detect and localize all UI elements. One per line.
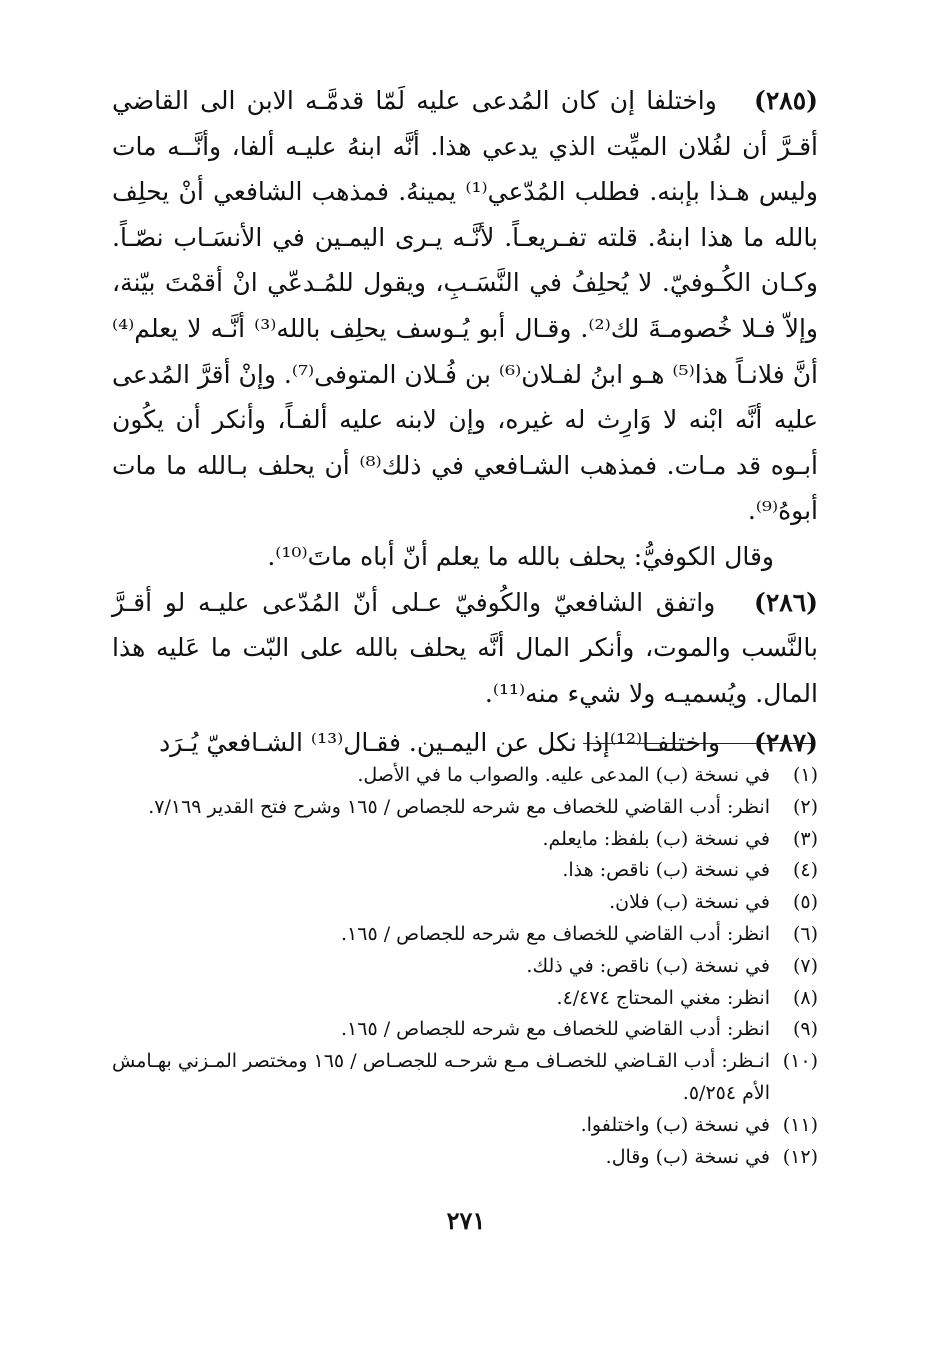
footnote-number: (٧) bbox=[792, 954, 818, 977]
footnote-text: انظر: مغني المحتاج ٤/٤٧٤. bbox=[556, 986, 770, 1009]
footnote-text: انظر: أدب القاضي للخصاف مع شرحه للجصاص / ١٦٥. bbox=[340, 1018, 770, 1041]
footnote-number: (١) bbox=[792, 764, 818, 786]
footnote-item bbox=[112, 824, 818, 856]
footnote-item bbox=[112, 1014, 818, 1046]
footnote-item bbox=[112, 1142, 818, 1174]
footnote-item bbox=[112, 760, 818, 792]
paragraph-286 bbox=[112, 580, 818, 717]
footnote-item bbox=[112, 951, 818, 983]
footnote-number: (٩) bbox=[792, 1018, 818, 1041]
footnote-item bbox=[112, 792, 818, 824]
footnote-text: في نسخة (ب) ناقص: في ذلك. bbox=[526, 954, 770, 977]
paragraph-text: واختلفا إن كان المُدعى عليه لَمّا قدمَّـه الابن الى القاضي أقـرَّ أن لفُلان الميِّت الذي يدعي هذا. أنَّه ابنهُ عليـه ألفا، وأنَّــه مات وليس هـذا بإبنه. فطلب المُدّعي⁽¹⁾ يمينهُ. فمذهب الشافعي أنْ يحلِف بالله ما هذا ابنهُ. قلته تفـريعـاً. لأنَّـه يـرى اليمـين في الأنسَـاب نصّـاً. وكـان الكُـوفيّ. لا يُحلِفُ في النَّسَـبِ، ويقول للمُـدعّي انْ أقمْتَ بيّنة، وإلاّ فـلا خُصومـةَ لك⁽²⁾. وقـال أبو يُـوسف يحلِف بالله⁽³⁾ أنَّـه لا يعلم⁽⁴⁾ أنَّ فلانـاً هذا⁽⁵⁾ هـو ابنُ لفـلان⁽⁶⁾ بن فُـلان المتوفى⁽⁷⁾. وإنْ أقرَّ المُدعى عليه أنَّه ابْنه لا وَارِث له غيره، وإن لابنه عليه ألفـاً، وأنكر أن يكُون أبـوه قد مـات. فمذهب الشـافعي في ذلك⁽⁸⁾ أن يحلف بـالله ما مات أبوهُ⁽⁹⁾. bbox=[112, 86, 819, 526]
footnote-item bbox=[112, 1110, 818, 1142]
footnote-text: في نسخة (ب) بلفظ: مايعلم. bbox=[542, 827, 770, 850]
footnote-text: انـظر: أدب القـاضي للخصـاف مـع شرحـه للجصـاص / ١٦٥ ومختصر المـزني بهـامش الأم ٥/٢٥٤. bbox=[112, 1050, 770, 1104]
footnote-number: (١٢) bbox=[782, 1145, 818, 1168]
paragraph-text: واختلفـا⁽¹²⁾إذا نكل عن اليمـين. فقـال⁽¹³⁾ الشـافعيّ يُـرَد bbox=[159, 728, 721, 758]
paragraph-text: واتفق الشافعيّ والكُوفيّ عـلى أنّ المُدّعى عليـه لو أقـرَّ بالنَّسب والموت، وأنكر المال أنَّه يحلف بالله على البّت ما عَليه هذا المال. ويُسميـه ولا شيء منه⁽¹¹⁾. bbox=[112, 587, 818, 708]
paragraph-number: (٢٨٥) bbox=[754, 86, 818, 115]
paragraph-kufi-opinion bbox=[112, 534, 818, 580]
footnote-item bbox=[112, 983, 818, 1015]
paragraph-number: (٢٨٧) bbox=[754, 728, 818, 758]
footnotes-list bbox=[112, 760, 818, 1173]
main-text bbox=[112, 78, 818, 766]
footnote-item bbox=[112, 855, 818, 887]
footnote-text: في نسخة (ب) ناقص: هذا. bbox=[562, 859, 770, 882]
footnote-number: (٢) bbox=[792, 795, 818, 818]
paragraph-text: وقال الكوفيُّ: يحلف بالله ما يعلم أنّ أباه ماتَ⁽¹⁰⁾. bbox=[267, 541, 774, 571]
footnote-number: (١١) bbox=[782, 1113, 818, 1136]
footnote-item bbox=[112, 1046, 818, 1110]
footnote-text: في نسخة (ب) وقال. bbox=[605, 1145, 770, 1168]
footnote-text: في نسخة (ب) فلان. bbox=[609, 891, 770, 914]
footnote-number: (٣) bbox=[792, 827, 818, 850]
page-number: ٢٧١ bbox=[446, 1206, 486, 1235]
footnote-separator bbox=[583, 743, 811, 744]
footnote-item bbox=[112, 919, 818, 951]
footnote-text: انظر: أدب القاضي للخصاف مع شرحه للجصاص / ١٦٥. bbox=[340, 922, 770, 945]
paragraph-number: (٢٨٦) bbox=[754, 587, 819, 617]
footnote-number: (٨) bbox=[792, 986, 818, 1009]
footnote-text: انظر: أدب القاضي للخصاف مع شرحه للجصاص / ١٦٥ وشرح فتح القدير ٧/١٦٩. bbox=[148, 795, 770, 818]
footnote-number: (١٠) bbox=[782, 1050, 818, 1073]
footnote-number: (٤) bbox=[792, 859, 818, 882]
footnote-number: (٥) bbox=[792, 891, 818, 914]
paragraph-285 bbox=[112, 78, 818, 534]
footnote-text: في نسخة (ب) المدعى عليه. والصواب ما في الأصل. bbox=[357, 764, 770, 786]
footnote-number: (٦) bbox=[792, 922, 818, 945]
footnote-text: في نسخة (ب) واختلفوا. bbox=[580, 1113, 770, 1136]
footnote-item bbox=[112, 887, 818, 919]
